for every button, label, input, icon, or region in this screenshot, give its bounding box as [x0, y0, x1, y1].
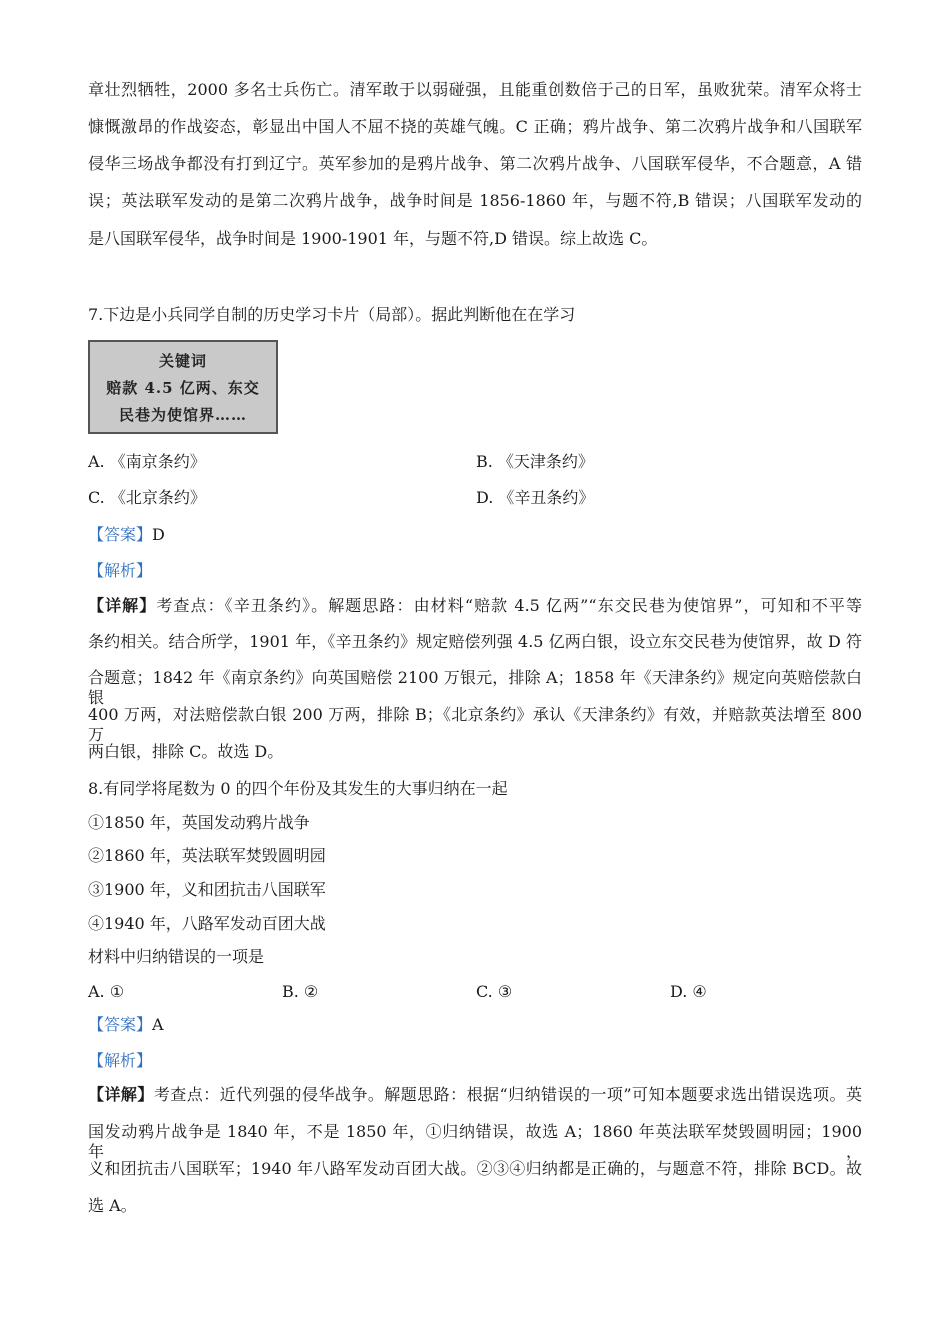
intro-line-5: 是八国联军侵华，战争时间是 1900-1901 年，与题不符,D 错误。综上故选 C。: [88, 229, 658, 248]
q8-answer-value: A: [152, 1015, 164, 1034]
q7-answer-value: D: [152, 525, 165, 544]
q8-detail-label: 【详解】: [88, 1085, 154, 1104]
card-line-2: 民巷为使馆界……: [118, 406, 247, 424]
q8-detail-text-1: 考查点：近代列强的侵华战争。解题思路：根据“归纳错误的一项”可知本题要求选出错误选项。英: [153, 1085, 862, 1104]
q8-option-b: B. ②: [282, 982, 319, 1001]
q8-item-3: ③1900 年，义和团抗击八国联军: [88, 880, 326, 899]
card-title: 关键词: [158, 352, 207, 370]
intro-line-2: 慷慨激昂的作战姿态，彰显出中国人不屈不挠的英雄气魄。C 正确；鸦片战争、第二次鸦片战争和八国联军: [88, 117, 862, 136]
q7-answer-label: 【答案】: [88, 525, 153, 544]
q8-item-4: ④1940 年，八路军发动百团大战: [88, 914, 326, 933]
q7-analysis-label: 【解析】: [88, 561, 153, 580]
q7-option-a: A. 《南京条约》: [88, 452, 206, 471]
q7-answer: [88, 525, 165, 545]
q7-detail-line-4: 400 万两，对法赔偿款白银 200 万两，排除 B；《北京条约》承认《天津条约》有效，并赔款英法增至 800 万: [88, 705, 862, 744]
q8-detail-line-4: 选 A。: [88, 1196, 137, 1215]
q7-stem: 7.下边是小兵同学自制的历史学习卡片（局部）。据此判断他在在学习: [88, 305, 576, 324]
history-study-card: [88, 340, 278, 434]
q7-detail-line-3: 合题意；1842 年《南京条约》向英国赔偿 2100 万银元，排除 A；1858 年《天津条约》规定向英赔偿款白银: [88, 668, 862, 707]
q8-answer-label: 【答案】: [88, 1015, 153, 1034]
q8-detail-line-3: 义和团抗击八国联军；1940 年八路军发动百团大战。②③④归纳都是正确的，与题意不符，排除 BCD。故: [88, 1159, 862, 1178]
q7-option-b: B. 《天津条约》: [476, 452, 594, 471]
q8-item-1: ①1850 年，英国发动鸦片战争: [88, 813, 310, 832]
q7-option-c: C. 《北京条约》: [88, 488, 206, 507]
q8-option-d: D. ④: [670, 982, 707, 1001]
q7-detail-line-2: 条约相关。结合所学，1901 年，《辛丑条约》规定赔偿列强 4.5 亿两白银，设立东交民巷为使馆界，故 D 符: [88, 632, 862, 651]
intro-line-1: 章壮烈牺牲，2000 多名士兵伤亡。清军敢于以弱碰强，且能重创数倍于己的日军，虽败犹荣。清军众将士: [88, 80, 862, 99]
intro-line-4: 误；英法联军发动的是第二次鸦片战争，战争时间是 1856-1860 年，与题不符,B 错误；八国联军发动的: [88, 191, 862, 210]
q7-detail-line-1: [88, 596, 862, 616]
q8-detail-line-1: [88, 1085, 862, 1105]
q7-detail-text-1: 考查点：《辛丑条约》。解题思路：由材料“赔款 4.5 亿两”“东交民巷为使馆界”，可知和不平等: [156, 596, 862, 615]
q7-detail-label: 【详解】: [88, 596, 157, 615]
q8-stem: 8.有同学将尾数为 0 的四个年份及其发生的大事归纳在一起: [88, 779, 508, 798]
q8-option-c: C. ③: [476, 982, 513, 1001]
card-line-1: 赔款 4.5 亿两、东交: [106, 379, 260, 397]
q8-analysis-label: 【解析】: [88, 1051, 153, 1070]
q8-answer: [88, 1015, 164, 1035]
q8-detail-line-2: 国发动鸦片战争是 1840 年，不是 1850 年，①归纳错误，故选 A；1860 年英法联军焚毁圆明园；1900 年，: [88, 1122, 862, 1161]
q7-option-d: D. 《辛丑条约》: [476, 488, 595, 507]
intro-line-3: 侵华三场战争都没有打到辽宁。英军参加的是鸦片战争、第二次鸦片战争、八国联军侵华，不合题意，A 错: [88, 154, 862, 173]
q8-question: 材料中归纳错误的一项是: [88, 947, 265, 966]
q7-detail-line-5: 两白银，排除 C。故选 D。: [88, 742, 284, 761]
q8-option-a: A. ①: [88, 982, 125, 1001]
q8-item-2: ②1860 年，英法联军焚毁圆明园: [88, 846, 326, 865]
